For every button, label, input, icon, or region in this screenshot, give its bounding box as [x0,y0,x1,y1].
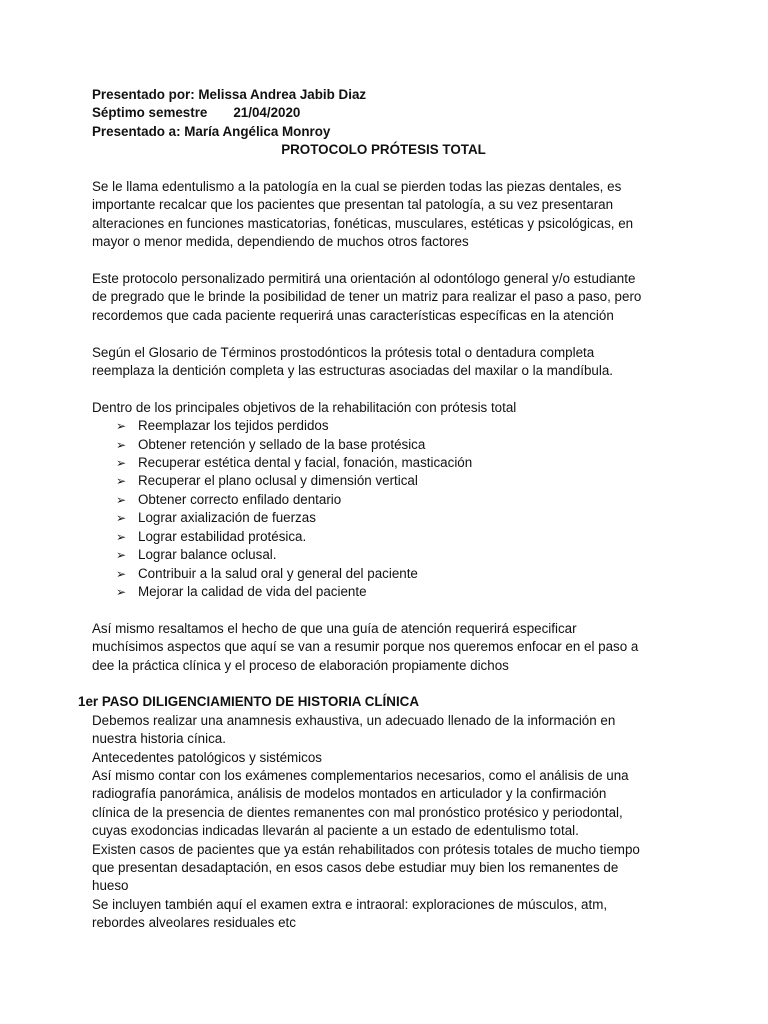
arrow-bullet-icon: ➢ [116,511,127,526]
paragraph-line: dee la práctica clínica y el proceso de elaboración propiamente dichos [92,657,509,673]
paragraph-line: Debemos realizar una anamnesis exhaustiva, un adecuado llenado de la información en [92,712,616,728]
spacer [92,380,692,398]
paragraph-line: recordemos que cada paciente requerirá unas características específicas en la atención [92,307,614,323]
paragraph-line: clínica de la presencia de dientes remanentes con mal pronóstico protésico y periodontal, [92,804,623,820]
presented-to: Presentado a: María Angélica Monroy [92,123,331,139]
spacer [92,325,692,343]
semester-date-line [92,104,692,122]
list-item [92,417,692,435]
paragraph-edentulism [92,178,692,252]
list-item-text: Lograr estabilidad protésica. [138,528,307,544]
list-item-text: Lograr axialización de fuerzas [138,510,316,526]
presented-by: Presentado por: Melissa Andrea Jabib Diaz [92,87,367,102]
paragraph-protocol [92,270,692,325]
list-item [92,565,692,583]
list-item [92,546,692,564]
objectives-list [92,417,692,601]
paragraph-line: hueso [92,878,129,894]
paragraph-line: cuyas exodoncias indicadas llevarán al paciente a un estado de edentulismo total. [92,823,579,839]
arrow-bullet-icon: ➢ [116,419,127,434]
paragraph-line: Existen casos de pacientes que ya están rehabilitados con prótesis totales de mucho tiempo [92,841,640,857]
paragraph-line: de pregrado que le brinde la posibilidad de tener un matriz para realizar el paso a paso, pero [92,289,642,305]
objectives-intro: Dentro de los principales objetivos de la rehabilitación con prótesis total [92,399,517,415]
arrow-bullet-icon: ➢ [116,566,127,581]
spacer [92,252,692,270]
date: 21/04/2020 [233,105,301,121]
list-item-text: Reemplazar los tejidos perdidos [138,418,329,434]
paragraph-line: mayor o menor medida, dependiendo de muchos otros factores [92,234,469,250]
paragraph-line: reemplaza la dentición completa y las estructuras asociadas del maxilar o la mandíbula. [92,363,614,379]
paragraph-line: importante recalcar que los pacientes que presentan tal patología, a su vez presentaran [92,197,614,213]
section-title-step-1: 1er PASO DILIGENCIAMIENTO DE HISTORIA CLÍNICA [78,694,420,710]
list-item [92,509,692,527]
arrow-bullet-icon: ➢ [116,529,127,544]
paragraph-line: rebordes alveolares residuales etc [92,915,296,931]
list-item [92,583,692,601]
spacer [92,160,692,178]
arrow-bullet-icon: ➢ [116,548,127,563]
list-item-text: Obtener retención y sellado de la base protésica [138,436,426,452]
paragraph-line: Así mismo resaltamos el hecho de que una guía de atención requerirá especificar [92,620,577,636]
list-item [92,472,692,490]
list-item-text: Recuperar estética dental y facial, fonación, masticación [138,455,473,471]
paragraph-glossary [92,344,692,381]
arrow-bullet-icon: ➢ [116,456,127,471]
list-item-text: Lograr balance oclusal. [138,547,277,563]
arrow-bullet-icon: ➢ [116,492,127,507]
paragraph-line: Así mismo contar con los exámenes complementarios necesarios, como el análisis de una [92,767,629,783]
list-item [92,528,692,546]
paragraph-line: Antecedentes patológicos y sistémicos [92,749,322,765]
section-step-1-body [92,712,692,933]
paragraph-line: alteraciones en funciones masticatorias, fonéticas, musculares, estéticas y psicológicas, en [92,215,634,231]
list-item-text: Mejorar la calidad de vida del paciente [138,583,367,599]
list-item [92,491,692,509]
arrow-bullet-icon: ➢ [116,584,127,599]
list-item-text: Recuperar el plano oclusal y dimensión vertical [138,473,418,489]
paragraph-line: Según el Glosario de Términos prostodónticos la prótesis total o dentadura completa [92,344,595,360]
spacer [92,601,692,619]
paragraph-line: muchísimos aspectos que aquí se van a resumir porque nos queremos enfocar en el paso a [92,639,639,655]
paragraph-guide [92,620,692,675]
list-item [92,436,692,454]
list-item-text: Contribuir a la salud oral y general del paciente [138,565,418,581]
document-page [78,86,692,933]
paragraph-line: Este protocolo personalizado permitirá una orientación al odontólogo general y/o estudiante [92,271,636,287]
arrow-bullet-icon: ➢ [116,474,127,489]
semester: Séptimo semestre [92,105,208,121]
spacer [92,675,692,693]
list-item-text: Obtener correcto enfilado dentario [138,491,342,507]
list-item [92,454,692,472]
paragraph-line: nuestra historia cínica. [92,731,226,747]
document-title: PROTOCOLO PRÓTESIS TOTAL [281,142,486,158]
paragraph-line: radiografía panorámica, análisis de modelos montados en articulador y la confirmación [92,786,607,802]
paragraph-line: Se incluyen también aquí el examen extra e intraoral: exploraciones de músculos, atm, [92,896,608,912]
paragraph-line: Se le llama edentulismo a la patología en la cual se pierden todas las piezas dentales, es [92,179,622,195]
paragraph-line: que presentan desadaptación, en esos casos debe estudiar muy bien los remanentes de [92,859,619,875]
arrow-bullet-icon: ➢ [116,437,127,452]
